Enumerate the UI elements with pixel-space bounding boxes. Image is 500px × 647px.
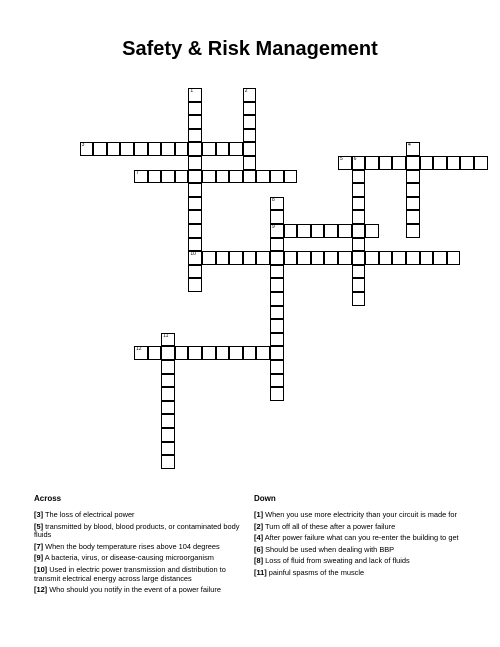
across-clues xyxy=(34,494,249,598)
grid-cell[interactable] xyxy=(229,346,243,360)
clue-number: [7] xyxy=(34,541,44,551)
cell-number: 3 xyxy=(81,142,85,149)
clue-text: Turn off all of these after a power failure xyxy=(263,521,396,531)
grid-cell[interactable] xyxy=(202,346,216,360)
grid-cell[interactable] xyxy=(188,88,202,102)
grid-cell[interactable] xyxy=(148,346,162,360)
grid-cell[interactable] xyxy=(188,156,202,170)
grid-cell[interactable] xyxy=(188,251,202,265)
grid-cell[interactable] xyxy=(161,142,175,156)
grid-cell[interactable] xyxy=(324,251,338,265)
grid-cell[interactable] xyxy=(338,224,352,238)
grid-cell[interactable] xyxy=(270,251,284,265)
grid-cell[interactable] xyxy=(161,346,175,360)
grid-cell[interactable] xyxy=(161,170,175,184)
grid-cell[interactable] xyxy=(161,360,175,374)
clue-number: [10] xyxy=(34,564,48,574)
grid-cell[interactable] xyxy=(352,224,366,238)
puzzle-title: Safety & Risk Management xyxy=(122,38,378,60)
grid-cell[interactable] xyxy=(270,278,284,292)
grid-cell[interactable] xyxy=(216,251,230,265)
grid-cell[interactable] xyxy=(134,170,148,184)
grid-cell[interactable] xyxy=(270,306,284,320)
clue-number: [5] xyxy=(34,521,44,531)
grid-cell[interactable] xyxy=(352,156,366,170)
grid-cell[interactable] xyxy=(392,251,406,265)
grid-cell[interactable] xyxy=(270,333,284,347)
clue-number: [2] xyxy=(254,521,264,531)
grid-cell[interactable] xyxy=(243,156,257,170)
grid-cell[interactable] xyxy=(406,224,420,238)
grid-cell[interactable] xyxy=(188,129,202,143)
across-heading: Across xyxy=(34,494,62,503)
grid-cell[interactable] xyxy=(175,170,189,184)
clue-text: Should be used when dealing with BBP xyxy=(263,544,395,554)
grid-cell[interactable] xyxy=(229,170,243,184)
grid-cell[interactable] xyxy=(161,442,175,456)
grid-cell[interactable] xyxy=(338,156,352,170)
grid-cell[interactable] xyxy=(256,170,270,184)
grid-cell[interactable] xyxy=(406,170,420,184)
clue-text: Used in electric power transmission and distribution to transmit electrical energy across large distances xyxy=(34,564,226,583)
grid-cell[interactable] xyxy=(243,170,257,184)
cell-number: 7 xyxy=(136,169,139,176)
grid-cell[interactable] xyxy=(216,346,230,360)
grid-cell[interactable] xyxy=(270,360,284,374)
grid-cell[interactable] xyxy=(420,156,434,170)
grid-cell[interactable] xyxy=(188,278,202,292)
grid-cell[interactable] xyxy=(216,170,230,184)
grid-cell[interactable] xyxy=(392,156,406,170)
grid-cell[interactable] xyxy=(216,142,230,156)
grid-cell[interactable] xyxy=(284,251,298,265)
grid-cell[interactable] xyxy=(188,142,202,156)
grid-cell[interactable] xyxy=(120,142,134,156)
grid-cell[interactable] xyxy=(270,374,284,388)
grid-cell[interactable] xyxy=(188,224,202,238)
clue-number: [11] xyxy=(254,567,267,577)
grid-cell[interactable] xyxy=(134,346,148,360)
grid-cell[interactable] xyxy=(188,210,202,224)
down-clue xyxy=(254,546,469,555)
clue-text: After power failure what can you re-enter the building to get xyxy=(263,533,459,543)
cell-number: 2 xyxy=(244,88,248,94)
grid-cell[interactable] xyxy=(243,142,257,156)
grid-cell[interactable] xyxy=(93,142,107,156)
grid-cell[interactable] xyxy=(270,170,284,184)
grid-cell[interactable] xyxy=(352,265,366,279)
grid-cell[interactable] xyxy=(161,333,175,347)
grid-cell[interactable] xyxy=(148,170,162,184)
across-clue xyxy=(34,511,249,520)
clue-number: [9] xyxy=(34,553,44,563)
grid-cell[interactable] xyxy=(80,142,94,156)
grid-cell[interactable] xyxy=(474,156,488,170)
grid-cell[interactable] xyxy=(188,183,202,197)
clue-text: transmitted by blood, blood products, or contaminated body fluids xyxy=(34,521,240,540)
grid-cell[interactable] xyxy=(352,210,366,224)
cell-number: 1 xyxy=(190,88,194,94)
grid-cell[interactable] xyxy=(297,224,311,238)
grid-cell[interactable] xyxy=(202,170,216,184)
clue-text: A bacteria, virus, or disease-causing microorganism xyxy=(43,553,214,563)
grid-cell[interactable] xyxy=(406,210,420,224)
cell-number: 5 xyxy=(340,156,343,162)
grid-cell[interactable] xyxy=(188,265,202,279)
grid-cell[interactable] xyxy=(270,224,284,238)
down-clue xyxy=(254,534,469,543)
across-clue xyxy=(34,543,249,552)
clue-text: painful spasms of the muscle xyxy=(266,567,365,577)
grid-cell[interactable] xyxy=(297,251,311,265)
grid-cell[interactable] xyxy=(188,115,202,129)
clue-text: Loss of fluid from sweating and lack of fluids xyxy=(263,556,410,566)
grid-cell[interactable] xyxy=(188,170,202,184)
grid-cell[interactable] xyxy=(161,428,175,442)
clue-text: Who should you notify in the event of a power failure xyxy=(47,585,221,595)
grid-cell[interactable] xyxy=(365,224,379,238)
grid-cell[interactable] xyxy=(365,156,379,170)
grid-cell[interactable] xyxy=(134,142,148,156)
clue-number: [6] xyxy=(254,544,264,554)
grid-cell[interactable] xyxy=(161,401,175,415)
clue-text: The loss of electrical power xyxy=(43,510,135,519)
clue-number: [12] xyxy=(34,585,48,595)
clue-number: [8] xyxy=(254,556,264,566)
grid-cell[interactable] xyxy=(433,251,447,265)
clue-number: [3] xyxy=(34,510,44,519)
grid-cell[interactable] xyxy=(270,238,284,252)
grid-cell[interactable] xyxy=(256,251,270,265)
cell-number: 4 xyxy=(408,142,411,149)
grid-cell[interactable] xyxy=(460,156,474,170)
grid-cell[interactable] xyxy=(352,278,366,292)
grid-cell[interactable] xyxy=(161,455,175,469)
grid-cell[interactable] xyxy=(229,142,243,156)
grid-cell[interactable] xyxy=(243,115,257,129)
grid-cell[interactable] xyxy=(107,142,121,156)
grid-cell[interactable] xyxy=(324,224,338,238)
across-clue xyxy=(34,566,249,583)
grid-cell[interactable] xyxy=(311,251,325,265)
grid-cell[interactable] xyxy=(243,88,257,102)
clue-number: [1] xyxy=(254,510,264,519)
cell-number: 6 xyxy=(353,156,357,162)
grid-cell[interactable] xyxy=(256,346,270,360)
down-clue xyxy=(254,569,469,578)
grid-cell[interactable] xyxy=(352,183,366,197)
grid-cell[interactable] xyxy=(270,292,284,306)
grid-cell[interactable] xyxy=(270,346,284,360)
grid-cell[interactable] xyxy=(447,251,461,265)
across-clue xyxy=(34,586,249,595)
grid-cell[interactable] xyxy=(352,238,366,252)
grid-cell[interactable] xyxy=(406,142,420,156)
grid-cell[interactable] xyxy=(175,346,189,360)
cell-number: 10 xyxy=(190,251,196,258)
grid-cell[interactable] xyxy=(161,414,175,428)
grid-cell[interactable] xyxy=(270,210,284,224)
grid-cell[interactable] xyxy=(420,251,434,265)
down-clue xyxy=(254,511,469,520)
grid-cell[interactable] xyxy=(352,197,366,211)
grid-cell[interactable] xyxy=(161,374,175,388)
grid-cell[interactable] xyxy=(352,170,366,184)
grid-cell[interactable] xyxy=(406,156,420,170)
grid-cell[interactable] xyxy=(406,251,420,265)
grid-cell[interactable] xyxy=(338,251,352,265)
grid-cell[interactable] xyxy=(352,251,366,265)
grid-cell[interactable] xyxy=(202,251,216,265)
grid-cell[interactable] xyxy=(243,251,257,265)
grid-cell[interactable] xyxy=(379,251,393,265)
grid-cell[interactable] xyxy=(243,346,257,360)
grid-cell[interactable] xyxy=(379,156,393,170)
down-clue xyxy=(254,523,469,532)
grid-cell[interactable] xyxy=(188,346,202,360)
grid-cell[interactable] xyxy=(188,197,202,211)
grid-cell[interactable] xyxy=(175,142,189,156)
grid-cell[interactable] xyxy=(270,197,284,211)
grid-cell[interactable] xyxy=(202,142,216,156)
grid-cell[interactable] xyxy=(229,251,243,265)
down-heading: Down xyxy=(254,494,276,503)
across-clue xyxy=(34,554,249,563)
grid-cell[interactable] xyxy=(243,129,257,143)
cell-number: 12 xyxy=(136,346,142,353)
down-clue xyxy=(254,557,469,566)
clue-text: When the body temperature rises above 104 degrees xyxy=(43,541,220,551)
clue-number: [4] xyxy=(254,533,264,543)
grid-cell[interactable] xyxy=(447,156,461,170)
grid-cell[interactable] xyxy=(406,197,420,211)
grid-cell[interactable] xyxy=(433,156,447,170)
across-clue xyxy=(34,523,249,540)
cell-number: 9 xyxy=(272,224,275,230)
grid-cell[interactable] xyxy=(161,387,175,401)
down-clues xyxy=(254,494,469,581)
grid-cell[interactable] xyxy=(352,292,366,306)
grid-cell[interactable] xyxy=(311,224,325,238)
grid-cell[interactable] xyxy=(188,238,202,252)
grid-cell[interactable] xyxy=(406,183,420,197)
grid-cell[interactable] xyxy=(270,265,284,279)
cell-number: 11 xyxy=(163,332,169,339)
grid-cell[interactable] xyxy=(188,102,202,116)
grid-cell[interactable] xyxy=(270,319,284,333)
grid-cell[interactable] xyxy=(365,251,379,265)
clue-text: When you use more electricity than your circuit is made for xyxy=(263,510,457,519)
cell-number: 8 xyxy=(272,196,275,203)
grid-cell[interactable] xyxy=(148,142,162,156)
grid-cell[interactable] xyxy=(284,224,298,238)
grid-cell[interactable] xyxy=(284,170,298,184)
grid-cell[interactable] xyxy=(270,387,284,401)
grid-cell[interactable] xyxy=(243,102,257,116)
